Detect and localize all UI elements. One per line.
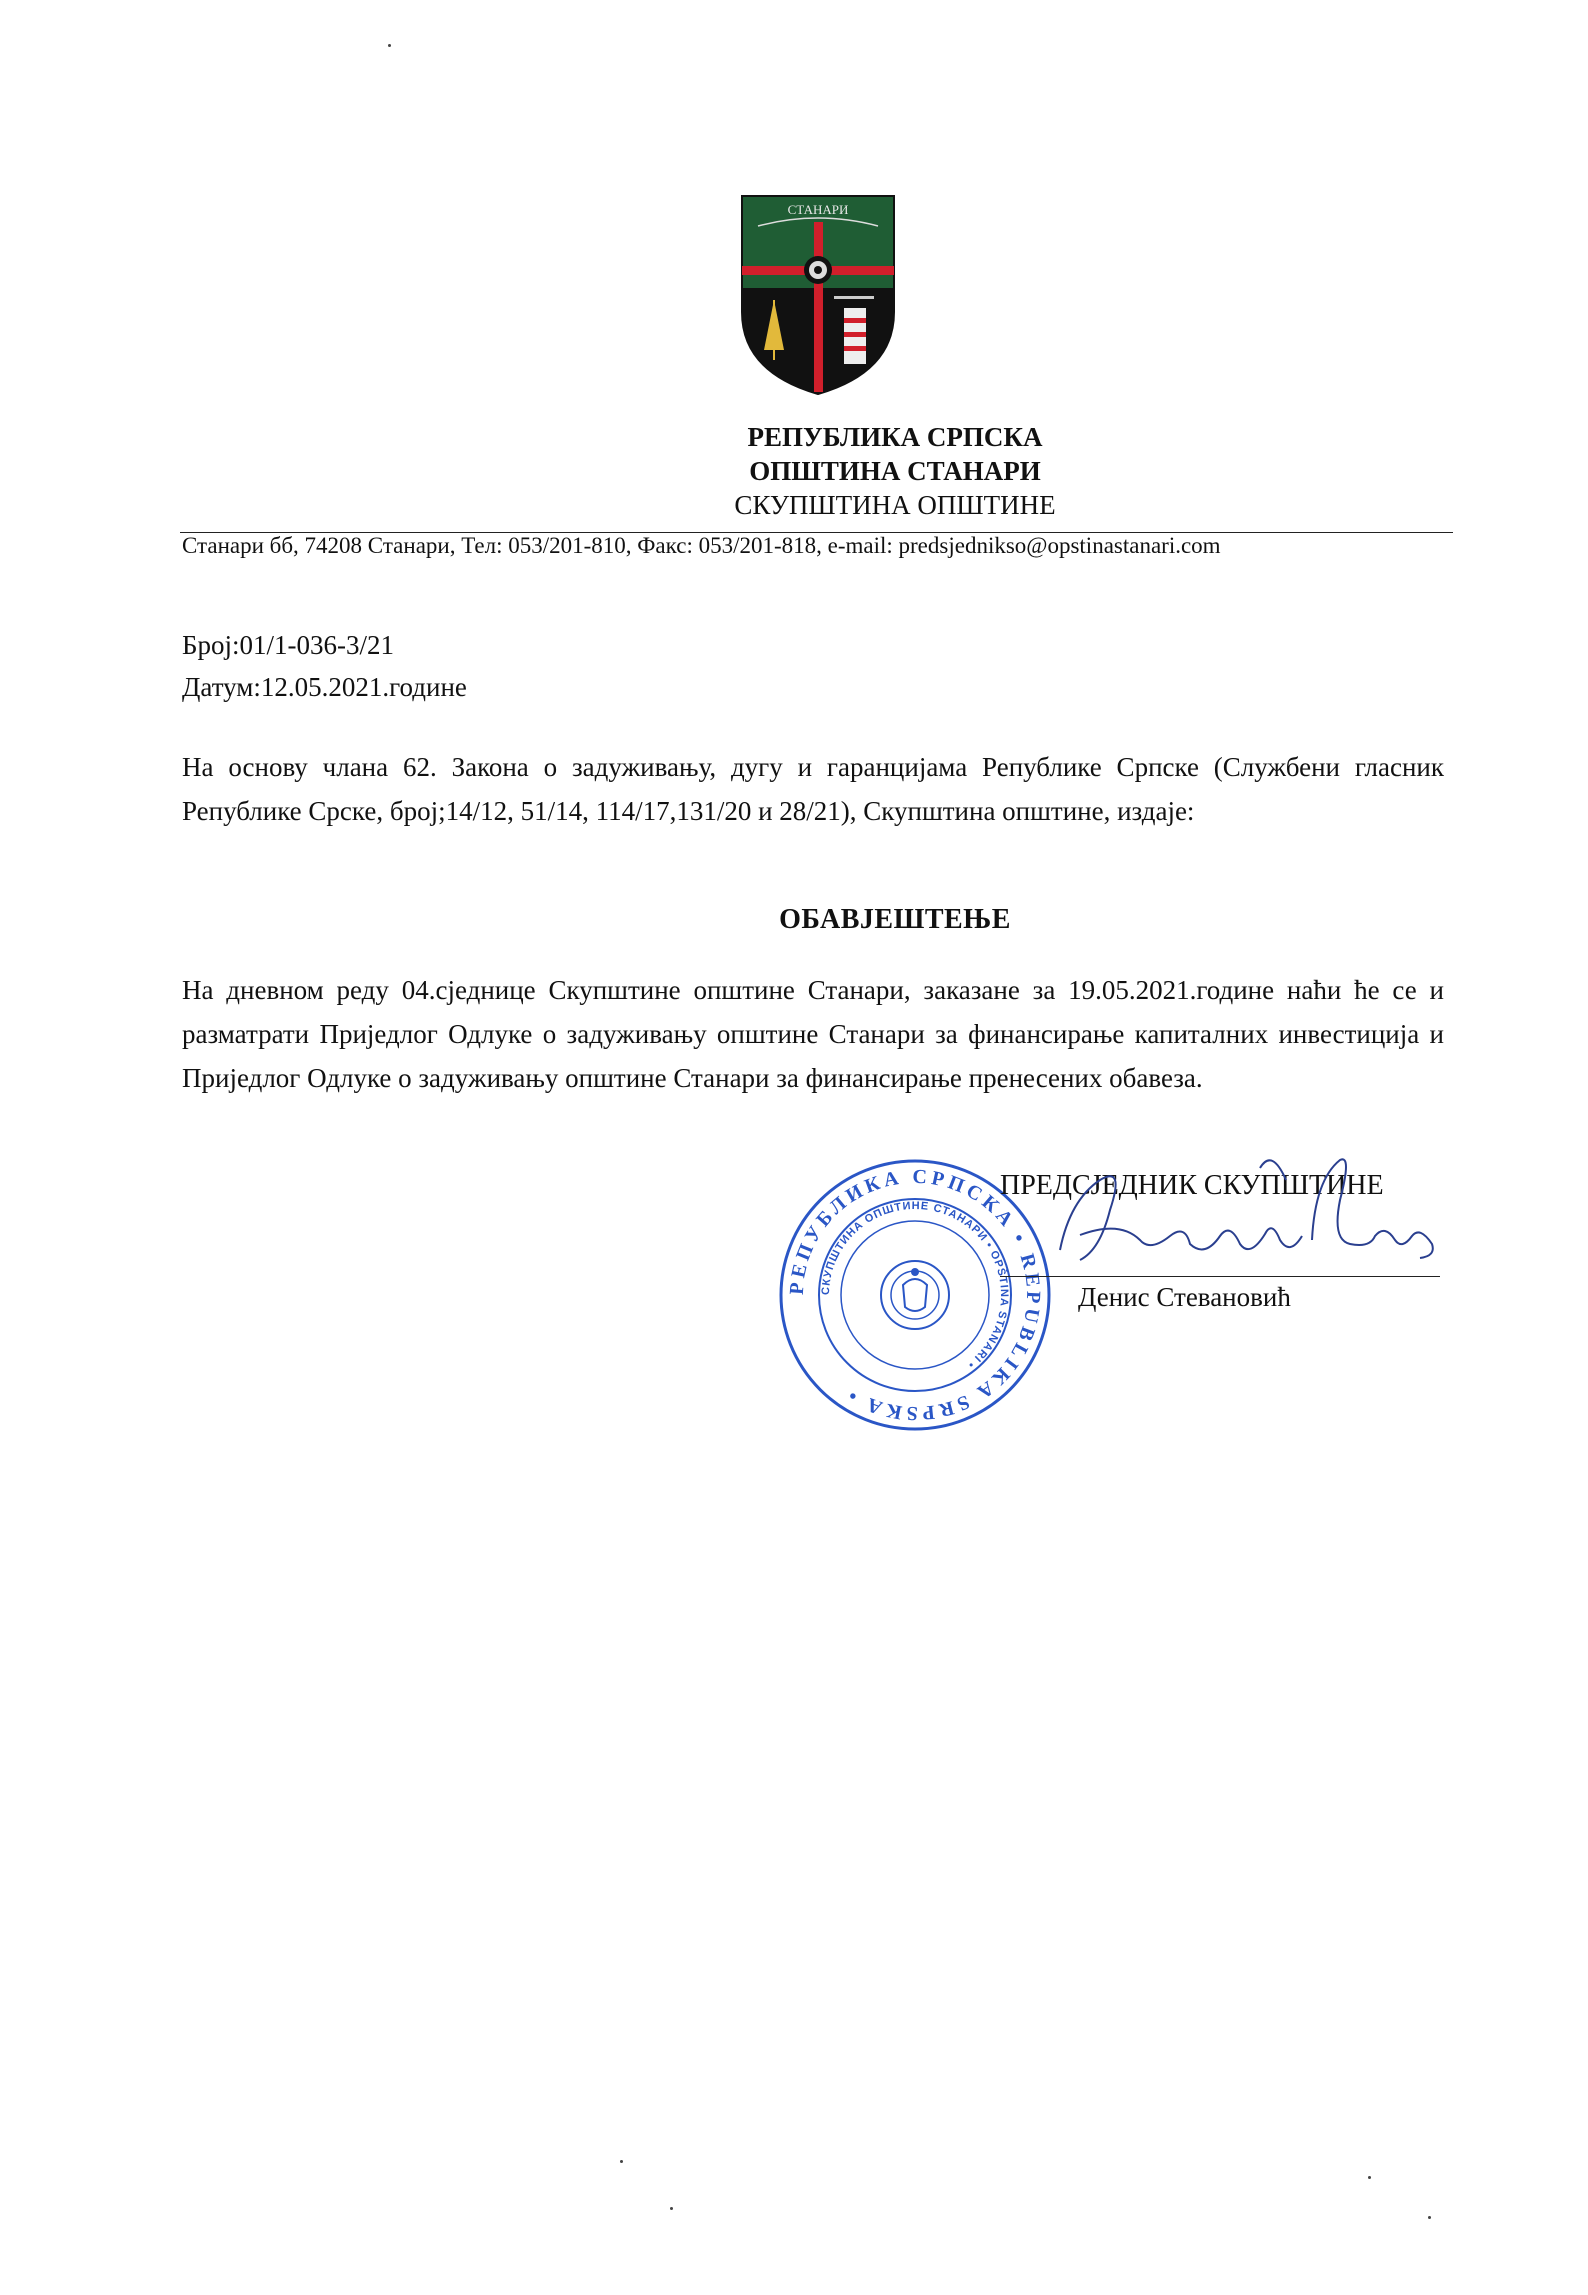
notice-paragraph: На дневном реду 04.сједнице Скупштине општине Станари, заказане за 19.05.2021.године наћи ће се и разматрати Приједлог Одлуке о задуживању општине Станари за финансирање капиталних инвестиција и Приједлог Одлуке о задуживању општине Станари за финансирање пренесених обавеза. [182,975,1444,1093]
municipality-crest [738,192,898,397]
signature-line [1000,1276,1440,1277]
stamp-outer-text: РЕПУБЛИКА СРПСКА • REPUBLIKA SRPSKA • [785,1165,1045,1425]
notice-title: ОБАВЈЕШТЕЊЕ [779,904,1011,935]
scan-speck [670,2207,673,2210]
intro-paragraph: На основу члана 62. Закона о задуживању, дугу и гаранцијама Републике Српске (Службени гласник Републике Срске, број;14/12, 51/14, 114/17,131/20 и 28/21), Скупштина општине, издаје: [182,752,1444,826]
scan-speck [620,2160,623,2163]
header-assembly: СКУПШТИНА ОПШТИНЕ [734,490,1056,520]
header-republic: РЕПУБЛИКА СРПСКА [747,422,1043,452]
scan-speck [1428,2216,1431,2219]
scan-speck [388,44,391,47]
scan-speck [1368,2176,1371,2179]
document-date: Датум:12.05.2021.године [182,672,467,702]
signatory-name: Денис Стевановић [1078,1282,1291,1312]
handwritten-signature [1040,1140,1440,1280]
header-municipality: ОПШТИНА СТАНАРИ [749,456,1041,486]
signatory-title: ПРЕДСЈЕДНИК СКУПШТИНЕ [1000,1170,1384,1201]
document-number: Број:01/1-036-3/21 [182,630,394,660]
crest-label: СТАНАРИ [787,202,849,217]
stamp-inner-text: СКУПШТИНА ОПШТИНЕ СТАНАРИ • OPŠTINA STANARI • [819,1199,1011,1371]
contact-line: Станари бб, 74208 Станари, Тел: 053/201-810, Факс: 053/201-818, e-mail: predsjednikso@opstinastanari.com [182,533,1221,558]
